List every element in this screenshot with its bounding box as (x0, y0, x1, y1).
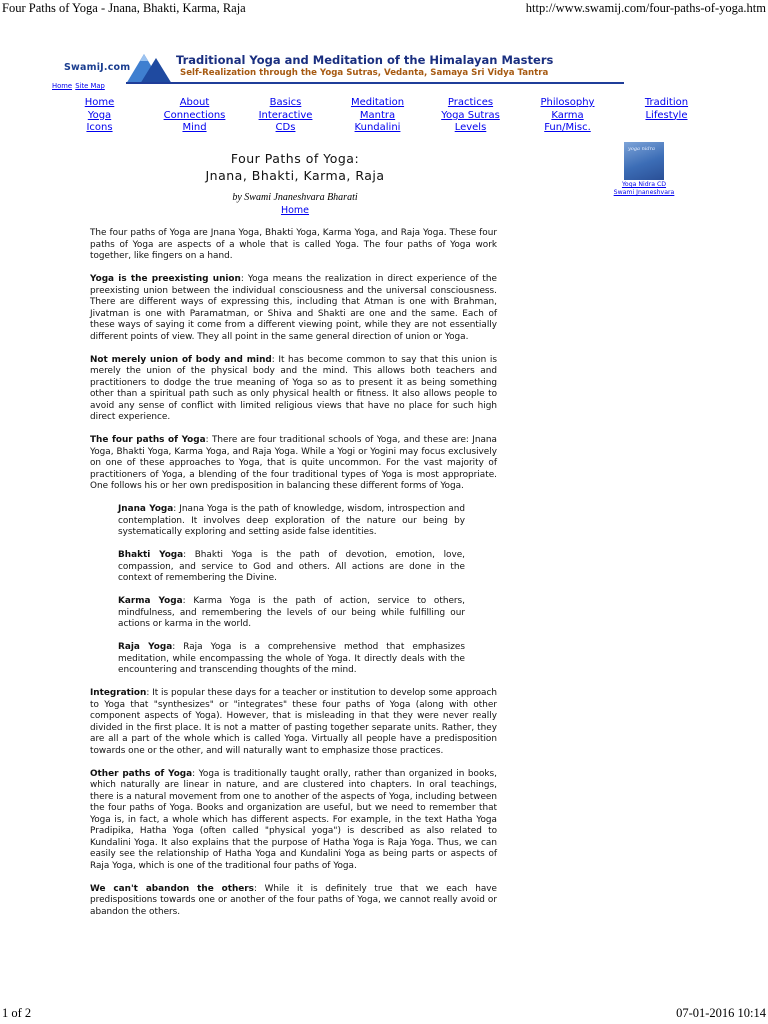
nav-link-philosophy[interactable]: Philosophy (540, 97, 595, 108)
nav-link-practices[interactable]: Practices (447, 97, 494, 108)
paragraph-text: : Yoga is traditionally taught orally, rather than organized in books, which naturally are linear in nature, and are clustered into chapters. In oral teachings, there is a natural movement from one to another of the aspects of Yoga, including between the four paths of Yoga. Books and organization are useful, but we need to remember that Yoga is, in fact, a whole which has different aspects. For example, in the text Hatha Yoga Pradipika, Hatha Yoga (often called "physical yoga") is described as also related to Kundalini Yoga. It also explains that the purpose of Hatha Yoga is Raja Yoga. Thus, we can easily see the relationship of Hatha Yoga and Kundalini Yoga as being parts or aspects of Raja Yoga, which is one of the traditional four paths of Yoga. (90, 768, 497, 871)
cd-cover-image[interactable] (624, 142, 664, 180)
top-site-map-link[interactable]: Site Map (75, 82, 105, 90)
nav-link-connections[interactable]: Connections (163, 109, 226, 121)
path-raja-yoga (118, 642, 465, 677)
nav-link-meditation[interactable]: Meditation (350, 97, 405, 108)
mountain-logo-icon (126, 50, 176, 84)
banner-title: Traditional Yoga and Meditation of the Himalayan Masters (176, 53, 554, 67)
paragraph-text: : While it is definitely true that we each have predispositions towards one or another of the four paths of Yoga, we cannot really avoid or abandon the others. (90, 883, 497, 917)
nav-link-tradition[interactable]: Tradition (644, 97, 689, 108)
print-footer-date: 07-01-2016 10:14 (676, 1006, 766, 1020)
nav-link-fun-misc[interactable]: Fun/Misc. (544, 122, 591, 133)
path-jnana-yoga (118, 504, 465, 539)
path-lead: Bhakti Yoga (118, 550, 184, 560)
site-logo: SwamiJ.com (64, 62, 131, 73)
print-footer-page: 1 of 2 (2, 1006, 32, 1020)
nav-link-cds[interactable]: CDs (275, 122, 296, 133)
paragraph-text: : There are four traditional schools of Yoga, and these are: Jnana Yoga, Bhakti Yoga, Karma Yoga, and Raja Yoga. While a Yogi or Yogini may focus exclusively on one of these approaches to Yoga, that is quite uncommon. For the vast majority of practitioners of Yoga, a blending of the four traditional types of Yoga is most appropriate. One follows his or her own predisposition in balancing these different forms of Yoga. (90, 435, 497, 491)
nav-link-home[interactable]: Home (84, 97, 115, 108)
nav-link-yoga-sutras[interactable]: Yoga Sutras (441, 109, 500, 121)
top-home-link[interactable]: Home (52, 82, 73, 90)
top-links (52, 82, 106, 90)
print-header-title: Four Paths of Yoga - Jnana, Bhakti, Karma, Raja (2, 1, 246, 15)
banner-rule (126, 82, 624, 84)
nav-column-5 (423, 97, 518, 135)
cd-caption-link-2[interactable]: Swami Jnaneshvara (613, 189, 675, 196)
banner-subtitle: Self-Realization through the Yoga Sutras, Vedanta, Samaya Sri Vidya Tantra (180, 68, 549, 78)
nav-link-lifestyle[interactable]: Lifestyle (645, 109, 688, 121)
article-title (180, 150, 410, 184)
nav-column-7 (619, 97, 714, 122)
nav-link-about[interactable]: About (179, 97, 210, 108)
nav-column-3 (238, 97, 333, 135)
nav-link-icons[interactable]: Icons (86, 122, 113, 133)
path-text: : Bhakti Yoga is the path of devotion, emotion, love, compassion, and service to God and others. All actions are done in the context of remembering the Divine. (118, 550, 465, 583)
nav-link-interactive[interactable]: Interactive (258, 109, 313, 121)
paragraph-lead: Integration (90, 688, 147, 698)
cd-cover-text: yoga nidra (628, 146, 655, 152)
nav-link-kundalini[interactable]: Kundalini (354, 122, 401, 133)
article-body (90, 228, 497, 930)
nav-link-basics[interactable]: Basics (269, 97, 302, 108)
path-bhakti-yoga (118, 550, 465, 585)
print-header-url: http://www.swamij.com/four-paths-of-yoga.htm (525, 1, 766, 15)
paragraph-lead: Not merely union of body and mind (90, 354, 272, 365)
paragraph-cant-abandon (90, 884, 497, 919)
paragraph-lead: Other paths of Yoga (90, 768, 193, 779)
article-title-line-2: Jnana, Bhakti, Karma, Raja (205, 168, 385, 183)
paragraph-lead: The four paths of Yoga (90, 435, 206, 445)
paragraph-intro (90, 228, 497, 263)
path-text: : Karma Yoga is the path of action, service to others, mindfulness, and remembering the levels of our being while fulfilling our actions or karma in the world. (118, 596, 466, 629)
cd-caption-link-1[interactable]: Yoga Nidra CD (621, 181, 667, 188)
path-lead: Raja Yoga (118, 642, 173, 652)
article-home (180, 205, 410, 216)
nav-link-mantra[interactable]: Mantra (359, 109, 396, 121)
path-lead: Karma Yoga (118, 596, 183, 606)
paragraph-four-paths (90, 435, 497, 493)
paragraph-text: : It has become common to say that this union is merely the union of the physical body and the mind. This allows both teachers and practitioners to dodge the true meaning of Yoga so as to present it as being something other than a spiritual path such as only physical health or fitness. It also allows people to avoid any sense of conflict with limited religious views that have no place for such high direct experience. (90, 354, 498, 422)
path-karma-yoga (118, 596, 465, 631)
path-lead: Jnana Yoga (118, 504, 174, 514)
paragraph-other-paths (90, 769, 497, 873)
site-banner[interactable] (64, 50, 704, 86)
path-text: : Jnana Yoga is the path of knowledge, wisdom, introspection and contemplation. It involves deep exploration of the nature our being by systematically exploring and setting aside false identities. (118, 504, 465, 537)
paragraph-lead: We can't abandon the others (90, 883, 254, 894)
nav-column-1 (52, 97, 147, 135)
nav-column-4 (330, 97, 425, 135)
nav-link-levels[interactable]: Levels (454, 122, 487, 133)
paragraph-text: : It is popular these days for a teacher or institution to develop some approach to Yoga that "synthesizes" or "integrates" these four paths of Yoga (along with other component aspects of Yoga). However, that is misleading in that they were never really divided in the first place. It is not a matter of pasting together separate units. Rather, they are all a part of the whole which is called Yoga. Virtually all people have a predisposition towards one or the other, and will naturally want to emphasize those practices. (90, 688, 497, 756)
print-header (0, 1, 768, 17)
nav-link-yoga[interactable]: Yoga (87, 109, 112, 121)
path-text: : Raja Yoga is a comprehensive method that emphasizes meditation, while encompassing the whole of Yoga. It directly deals with the encountering and transcending thoughts of the mind. (118, 642, 466, 675)
print-footer (0, 1006, 768, 1022)
paragraph-text: The four paths of Yoga are Jnana Yoga, Bhakti Yoga, Karma Yoga, and Raja Yoga. These four paths of Yoga are aspects of a whole that is called Yoga. The four paths of Yoga work together, like fingers on a hand. (90, 228, 497, 261)
paragraph-not-merely-union (90, 355, 497, 424)
paragraph-integration (90, 688, 497, 757)
yoga-nidra-cd-promo[interactable] (613, 142, 675, 197)
nav-column-2 (147, 97, 242, 135)
nav-link-mind[interactable]: Mind (182, 122, 207, 133)
nav-column-6 (520, 97, 615, 135)
article-home-link[interactable]: Home (280, 205, 310, 216)
paragraph-preexisting-union (90, 274, 497, 343)
paragraph-text: : Yoga means the realization in direct experience of the preexisting union between the individual consciousness and the universal consciousness. There are different ways of expressing this, including that Atman is one with Brahman, Jivatman is one with Paramatman, or Shiva and Shakti are one and the same. Each of these ways of saying it come from a different viewing point, while they are not essentially different points of view. They all point in the same general direction of union or Yoga. (90, 274, 497, 342)
paragraph-lead: Yoga is the preexisting union (90, 274, 241, 284)
article-title-line-1: Four Paths of Yoga: (230, 151, 360, 166)
article-byline: by Swami Jnaneshvara Bharati (232, 192, 358, 203)
nav-link-karma[interactable]: Karma (551, 109, 584, 121)
